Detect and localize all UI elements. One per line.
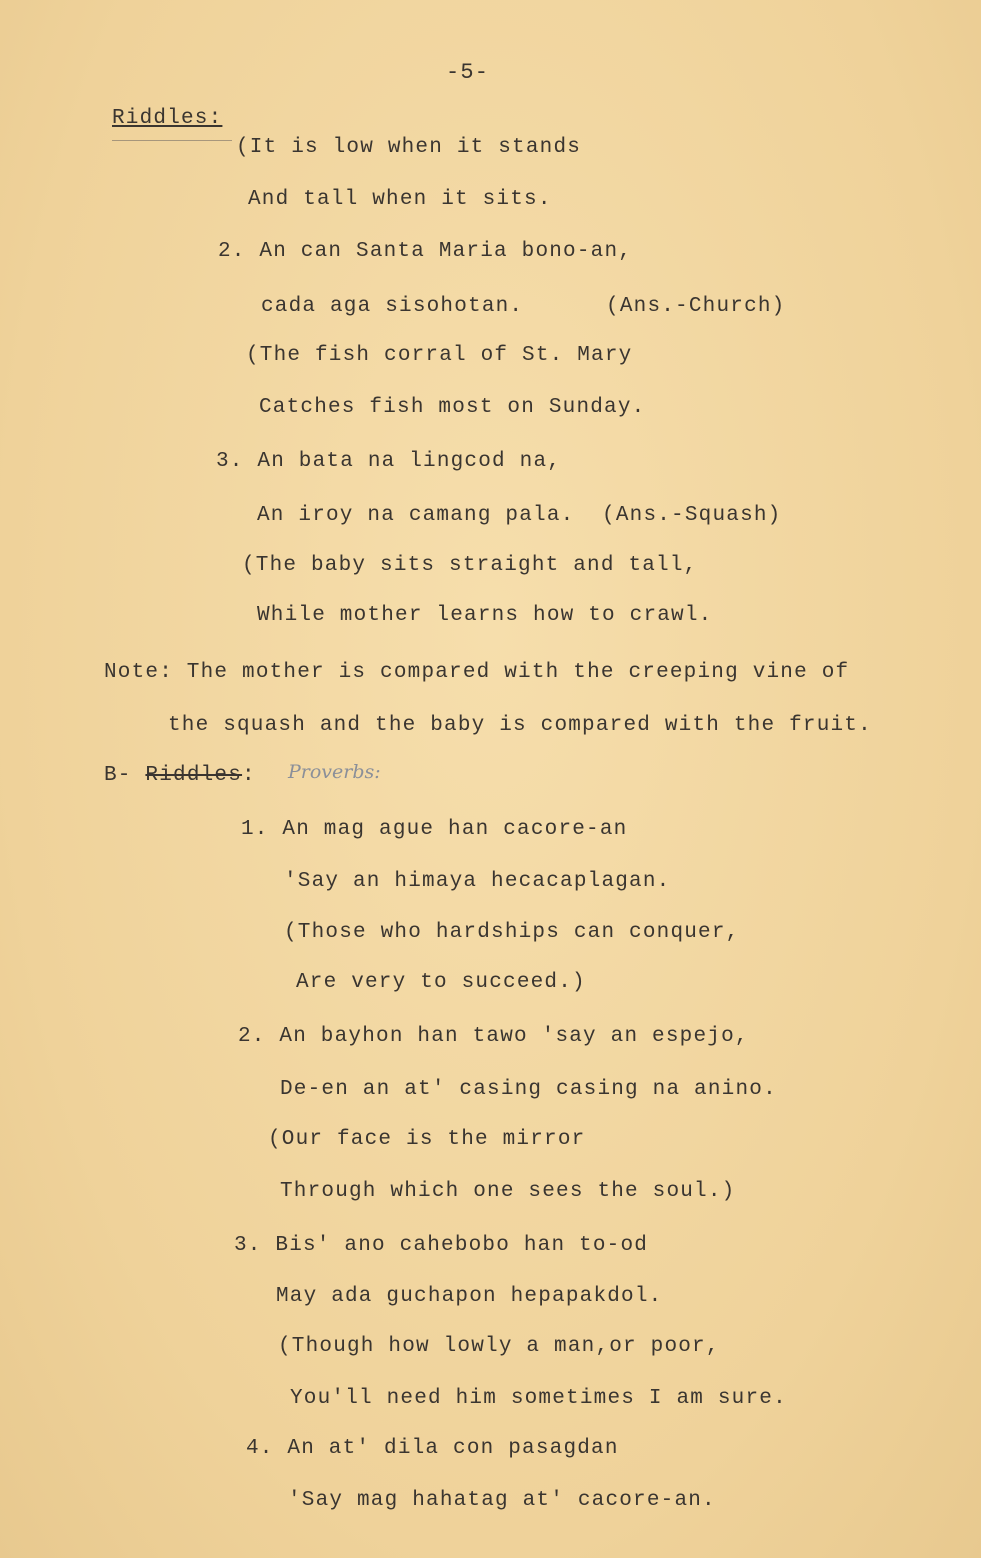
riddle-line: (The baby sits straight and tall,: [242, 554, 698, 577]
proverb-line: 1. An mag ague han cacore-an: [241, 818, 628, 841]
riddle-line: cada aga sisohotan. (Ans.-Church): [261, 295, 786, 318]
proverb-line: (Our face is the mirror: [268, 1128, 586, 1151]
riddle-line: Catches fish most on Sunday.: [259, 396, 646, 419]
riddle-line: An iroy na camang pala. (Ans.-Squash): [257, 504, 782, 527]
riddle-line: And tall when it sits.: [248, 188, 552, 211]
note-line: Note: The mother is compared with the creeping vine of: [104, 661, 850, 684]
proverb-line: 3. Bis' ano cahebobo han to-od: [234, 1234, 649, 1257]
proverb-line: 4. An at' dila con pasagdan: [246, 1437, 619, 1460]
proverb-line: May ada guchapon hepapakdol.: [276, 1285, 663, 1308]
proverb-line: De-en an at' casing casing na anino.: [280, 1078, 777, 1101]
riddle-line: (It is low when it stands: [236, 136, 582, 159]
proverb-line: Are very to succeed.): [296, 971, 586, 994]
riddle-line: 2. An can Santa Maria bono-an,: [218, 240, 633, 263]
proverb-line: (Those who hardships can conquer,: [284, 921, 740, 944]
handwritten-correction: Proverbs:: [288, 761, 381, 783]
proverb-line: You'll need him sometimes I am sure.: [290, 1387, 787, 1410]
riddle-line: While mother learns how to crawl.: [257, 604, 713, 627]
struck-heading: Riddles: [145, 764, 243, 787]
riddle-line: 3. An bata na lingcod na,: [216, 450, 562, 473]
riddle-line: (The fish corral of St. Mary: [246, 344, 633, 367]
note-line: the squash and the baby is compared with the fruit.: [168, 714, 872, 737]
section-b-prefix: B-: [104, 764, 132, 787]
proverb-line: (Though how lowly a man,or poor,: [278, 1335, 720, 1358]
section-a-heading: Riddles:: [112, 107, 223, 130]
proverb-line: 2. An bayhon han tawo 'say an espejo,: [238, 1025, 749, 1048]
heading-underline-rule: [112, 140, 232, 141]
proverb-line: 'Say an himaya hecacaplagan.: [284, 870, 671, 893]
proverb-line: 'Say mag hahatag at' cacore-an.: [288, 1489, 716, 1512]
page-number: -5-: [446, 60, 490, 85]
heading-colon: :: [242, 764, 256, 787]
proverb-line: Through which one sees the soul.): [280, 1180, 736, 1203]
section-b-heading: [104, 765, 256, 786]
